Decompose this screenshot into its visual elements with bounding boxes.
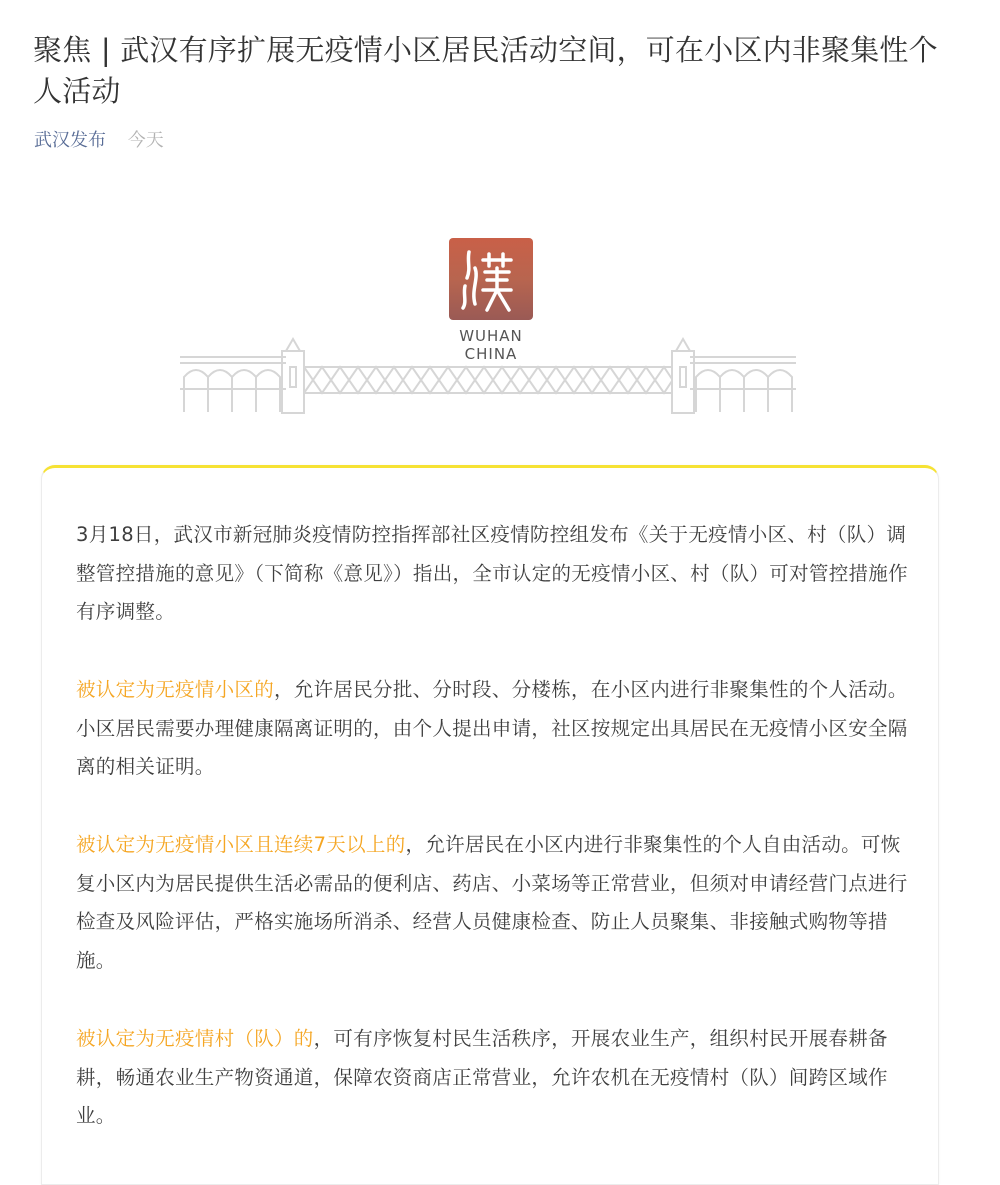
paragraph-no-epidemic-village — [76, 1020, 916, 1136]
han-seal-logo-icon — [449, 238, 533, 320]
highlight-text: 被认定为无疫情小区且连续7天以上的 — [76, 833, 406, 856]
paragraph-text: ，允许居民在小区内进行非聚集性的个人自由活动。可恢复小区内为居民提供生活必需品的便利店、药店、小菜场等正常营业，但须对申请经营门点进行检查及风险评估，严格实施场所消杀、经营人员健康检查、防止人员聚集、非接触式购物等措施。 — [76, 833, 908, 972]
article-title: 聚焦 | 武汉有序扩展无疫情小区居民活动空间，可在小区内非聚集性个人活动 — [33, 33, 938, 108]
banner-text-china: CHINA — [464, 345, 518, 363]
highlight-text: 被认定为无疫情村（队）的 — [76, 1027, 314, 1050]
article-meta — [34, 129, 164, 153]
wuhan-banner-image — [176, 232, 800, 414]
highlight-text: 被认定为无疫情小区的 — [76, 678, 275, 701]
paragraph-text: ，可有序恢复村民生活秩序，开展农业生产，组织村民开展春耕备耕，畅通农业生产物资通道，保障农资商店正常营业，允许农机在无疫情村（队）间跨区域作业。 — [76, 1027, 888, 1127]
paragraph-text: ，允许居民分批、分时段、分楼栋，在小区内进行非聚集性的个人活动。小区居民需要办理健康隔离证明的，由个人提出申请，社区按规定出具居民在无疫情小区安全隔离的相关证明。 — [76, 678, 908, 778]
wuhan-yangtze-bridge-icon — [176, 337, 800, 417]
paragraph-7-days-community — [76, 826, 916, 980]
paragraph-no-epidemic-community — [76, 671, 916, 787]
paragraph-text: 3月18日，武汉市新冠肺炎疫情防控指挥部社区疫情防控组发布《关于无疫情小区、村（队）调整管控措施的意见》（下简称《意见》）指出，全市认定的无疫情小区、村（队）可对管控措施作有序调整。 — [76, 523, 908, 623]
source-link[interactable]: 武汉发布 — [34, 130, 106, 151]
publish-date: 今天 — [127, 130, 164, 151]
paragraph-intro — [76, 516, 916, 632]
banner-text-wuhan: WUHAN — [459, 327, 523, 345]
